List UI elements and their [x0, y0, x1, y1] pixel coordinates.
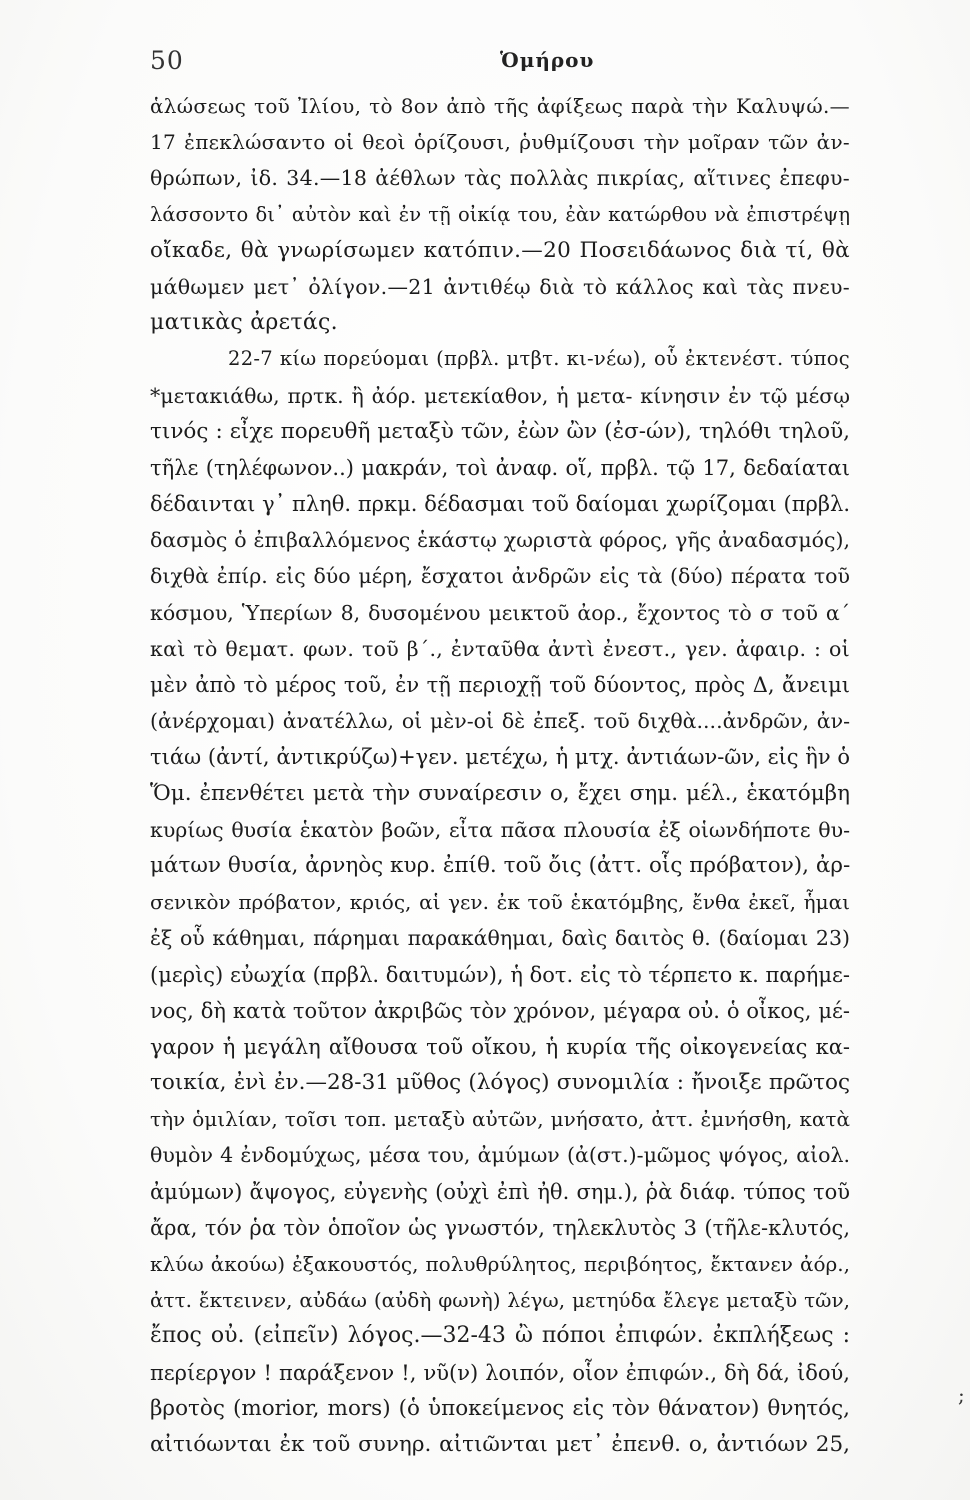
- text-line: (ἀνέρχομαι) ἀνατέλλω, οἱ μὲν-οἱ δὲ ἐπεξ. τοῦ διχθὰ....ἀνδρῶν, ἀν-: [150, 709, 850, 734]
- text-line: νος, δὴ κατὰ τοῦτον ἀκριβῶς τὸν χρόνον, μέγαρα οὐ. ὁ οἶκος, μέ-: [150, 998, 850, 1023]
- text-line: αἰτιόωνται ἐκ τοῦ συνηρ. αἰτιῶνται μετ᾽ ἐπενθ. ο, ἀντιόων 25,: [150, 1431, 850, 1457]
- text-line: ἀμύμων) ἄψογος, εὐγενὴς (οὐχὶ ἐπὶ ἠθ. σημ.), ῥὰ διάφ. τύπος τοῦ: [150, 1179, 850, 1204]
- text-line: 17 ἐπεκλώσαντο οἱ θεοὶ ὁρίζουσι, ῥυθμίζουσι τὴν μοῖραν τῶν ἀν-: [150, 130, 850, 155]
- text-line: τὴν ὁμιλίαν, τοῖσι τοπ. μεταξὺ αὐτῶν, μνήσατο, ἀττ. ἐμνήσθη, κατὰ: [150, 1107, 850, 1132]
- text-line: βροτὸς (morior, mors) (ὁ ὑποκείμενος εἰς τὸν θάνατον) θνητός,: [150, 1395, 850, 1421]
- text-line: τοικία, ἐνὶ ἐν.—28-31 μῦθος (λόγος) συνομιλία : ἤνοιξε πρῶτος: [150, 1070, 850, 1096]
- text-line: διχθὰ ἐπίρ. εἰς δύο μέρη, ἔσχατοι ἀνδρῶν εἰς τὰ (δύο) πέρατα τοῦ: [150, 564, 850, 589]
- text-line: οἴκαδε, θὰ γνωρίσωμεν κατόπιν.—20 Ποσειδάωνος διὰ τί, θὰ: [150, 237, 850, 263]
- text-line: Ὅμ. ἐπενθέτει μετὰ τὴν συναίρεσιν ο, ἔχει σημ. μέλ., ἑκατόμβη: [150, 780, 850, 806]
- text-line: καὶ τὸ θεματ. φων. τοῦ β΄., ἐνταῦθα ἀντὶ ἐνεστ., γεν. ἀφαιρ. : οἱ: [150, 636, 850, 661]
- text-line: γαρον ἡ μεγάλη αἴθουσα τοῦ οἴκου, ἡ κυρία τῆς οἰκογενείας κα-: [150, 1034, 850, 1059]
- text-line: σενικὸν πρόβατον, κριός, αἱ γεν. ἐκ τοῦ ἑκατόμβης, ἔνθα ἐκεῖ, ἧμαι: [150, 890, 850, 915]
- text-line: τιάω (ἀντί, ἀντικρύζω)+γεν. μετέχω, ἡ μτχ. ἀντιάων-ῶν, εἰς ἣν ὁ: [150, 745, 850, 770]
- text-line: ἄρα, τόν ῥα τὸν ὁποῖον ὡς γνωστόν, τηλεκλυτὸς 3 (τῆλε-κλυτός,: [150, 1215, 850, 1240]
- text-line: μάθωμεν μετ᾽ ὀλίγον.—21 ἀντιθέῳ διὰ τὸ κάλλος καὶ τὰς πνευ-: [150, 274, 850, 299]
- text-line: θυμὸν 4 ἐνδομύχως, μέσα του, ἀμύμων (ἀ(στ.)-μῶμος ψόγος, αἰολ.: [150, 1143, 850, 1168]
- text-line: κλύω ἀκούω) ἐξακουστός, πολυθρύλητος, περιβόητος, ἔκτανεν ἀόρ.,: [150, 1252, 850, 1276]
- text-line: περίεργον ! παράξενον !, νῦ(ν) λοιπόν, οἷον ἐπιφών., δὴ δά, ἰδού,: [150, 1360, 850, 1385]
- text-line: τινός : εἶχε πορευθῆ μεταξὺ τῶν, ἐὼν ὢν (ἐσ-ών), τηλόθι τηλοῦ,: [150, 418, 850, 444]
- text-line: θρώπων, ἰδ. 34.—18 ἀέθλων τὰς πολλὰς πικρίας, αἵτινες ἐπεφυ-: [150, 166, 850, 191]
- text-line: ἁλώσεως τοῦ Ἰλίου, τὸ 8ον ἀπὸ τῆς ἀφίξεως παρὰ τὴν Καλυψώ.—: [150, 94, 850, 118]
- text-line: μὲν ἀπὸ τὸ μέρος τοῦ, ἐν τῇ περιοχῇ τοῦ δύοντος, πρὸς Δ, ἄνειμι: [150, 673, 850, 697]
- running-title: Ὁμήρου: [500, 48, 595, 72]
- text-line: μάτων θυσία, ἀρνηὸς κυρ. ἐπίθ. τοῦ ὄις (ἀττ. οἷς πρόβατον), ἀρ-: [150, 852, 851, 878]
- text-line: τῆλε (τηλέφωνον..) μακράν, τοὶ ἀναφ. οἵ, πρβλ. τῷ 17, δεδαίαται: [150, 455, 850, 480]
- text-line: δασμὸς ὁ ἐπιβαλλόμενος ἑκάστῳ χωριστὰ φόρος, γῆς ἀναδασμός),: [150, 528, 850, 553]
- page-header: [150, 38, 850, 78]
- text-line: κυρίως θυσία ἑκατὸν βοῶν, εἶτα πᾶσα πλουσία ἐξ οἱωνδήποτε θυ-: [150, 817, 850, 842]
- commentary-text: [150, 88, 850, 1463]
- text-line: ἔπος οὐ. (εἰπεῖν) λόγος.—32-43 ὢ πόποι ἐπιφών. ἐκπλήξεως :: [150, 1323, 850, 1349]
- text-line: ἀττ. ἔκτεινεν, αὐδάω (αὐδὴ φωνὴ) λέγω, μετηύδα ἔλεγε μεταξὺ τῶν,: [150, 1288, 850, 1313]
- text-line: 22-7 κίω πορεύομαι (πρβλ. μτβτ. κι-νέω), οὗ ἐκτενέστ. τύπος: [228, 347, 850, 371]
- page-number: 50: [150, 46, 184, 75]
- text-line: ἐξ οὗ κάθημαι, πάρημαι παρακάθημαι, δαὶς δαιτὸς θ. (δαίομαι 23): [150, 926, 850, 951]
- text-line: ματικὰς ἀρετάς.: [150, 310, 338, 336]
- text-line: *μετακιάθω, πρτκ. ἢ ἀόρ. μετεκίαθον, ἡ μετα- κίνησιν ἐν τῷ μέσῳ: [150, 383, 850, 408]
- bottom-margin-mark: ;: [958, 1383, 965, 1407]
- text-line: (μερὶς) εὐωχία (πρβλ. δαιτυμών), ἡ δοτ. εἰς τὸ τέρπετο κ. παρήμε-: [150, 962, 850, 987]
- text-line: κόσμου, Ὑπερίων 8, δυσομένου μεικτοῦ ἀορ., ἔχοντος τὸ σ τοῦ α΄: [150, 600, 850, 625]
- text-line: λάσσοντο δι᾽ αὐτὸν καὶ ἐν τῇ οἰκίᾳ του, ἐὰν κατώρθου νὰ ἐπιστρέψῃ: [150, 202, 850, 226]
- text-line: δέδαινται γ᾽ πληθ. πρκμ. δέδασμαι τοῦ δαίομαι χωρίζομαι (πρβλ.: [150, 492, 850, 517]
